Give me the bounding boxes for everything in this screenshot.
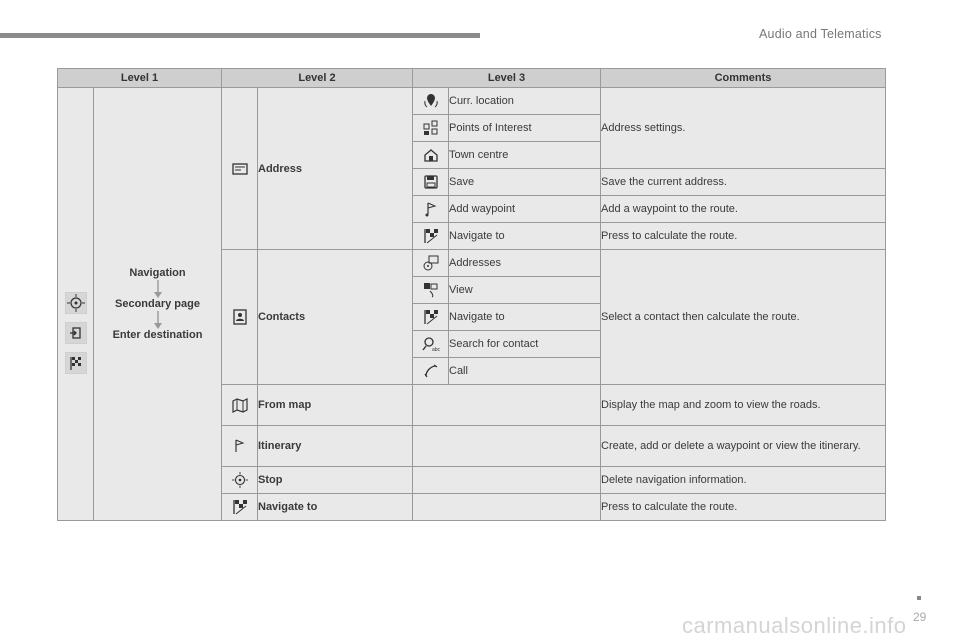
view-icon-cell [413,277,449,304]
keyboard-icon[interactable] [231,160,249,178]
contacts-navigate-to-item[interactable]: Navigate to [449,304,601,331]
flag-icon[interactable] [231,437,249,455]
flag-icon-cell [222,426,258,467]
arrow-down-icon [153,310,163,330]
section-title: Audio and Telematics [759,27,882,41]
login-icon[interactable] [65,322,87,344]
save-icon-cell [413,169,449,196]
from-map-comment: Display the map and zoom to view the roads. [601,385,886,426]
addresses-icon[interactable] [422,254,440,272]
empty-cell [413,467,601,494]
target-icon[interactable] [231,471,249,489]
header-comments: Comments [601,69,886,88]
target-icon[interactable] [65,292,87,314]
save-comment: Save the current address. [601,169,886,196]
header-level-1: Level 1 [58,69,222,88]
itinerary-label[interactable]: Itinerary [258,426,413,467]
empty-cell [413,385,601,426]
addresses-item[interactable]: Addresses [449,250,601,277]
address-label[interactable]: Address [258,88,413,250]
navigate-icon-cell [413,223,449,250]
header-level-3: Level 3 [413,69,601,88]
town-icon[interactable] [422,146,440,164]
itinerary-comment: Create, add or delete a waypoint or view the itinerary. [601,426,886,467]
add-waypoint-item[interactable]: Add waypoint [449,196,601,223]
map-icon[interactable] [231,396,249,414]
search-for-contact-item[interactable]: Search for contact [449,331,601,358]
view-item[interactable]: View [449,277,601,304]
level1-secondary-label: Secondary page [115,297,200,310]
navigate-to-item[interactable]: Navigate to [449,223,601,250]
add-waypoint-comment: Add a waypoint to the route. [601,196,886,223]
waypoint-icon-cell [413,196,449,223]
navigate-icon[interactable] [422,308,440,326]
address-settings-comment: Address settings. [601,88,886,169]
phone-icon[interactable] [422,362,440,380]
waypoint-icon[interactable] [422,200,440,218]
points-of-interest-item[interactable]: Points of Interest [449,115,601,142]
empty-cell [413,426,601,467]
header-row [58,69,886,88]
navigate-icon[interactable] [422,227,440,245]
page-number: 29 [913,610,927,624]
navigate-to-comment: Press to calculate the route. [601,223,886,250]
location-icon[interactable] [422,92,440,110]
top-rule [0,33,480,38]
phone-icon-cell [413,358,449,385]
search-contact-icon-cell [413,331,449,358]
map-icon-cell [222,385,258,426]
contacts-icon-cell [222,250,258,385]
save-icon[interactable] [422,173,440,191]
arrow-down-icon [153,279,163,299]
poi-icon[interactable] [422,119,440,137]
navigate-to-label[interactable]: Navigate to [258,494,413,521]
checkered-flag-icon[interactable] [65,352,87,374]
town-centre-item[interactable]: Town centre [449,142,601,169]
location-icon-cell [413,88,449,115]
level1-destination-label: Enter destination [112,328,203,341]
bullet-marker [917,596,921,600]
town-icon-cell [413,142,449,169]
contact-card-icon[interactable] [231,308,249,326]
svg-text:abc: abc [431,347,440,353]
navigation-menu-table [57,68,886,521]
empty-cell [413,494,601,521]
curr-location-item[interactable]: Curr. location [449,88,601,115]
contacts-label[interactable]: Contacts [258,250,413,385]
poi-icon-cell [413,115,449,142]
navigate-to-route-comment: Press to calculate the route. [601,494,886,521]
header-level-2: Level 2 [222,69,413,88]
from-map-label[interactable]: From map [258,385,413,426]
address-icon-cell [222,88,258,250]
navigate-icon[interactable] [231,498,249,516]
addresses-icon-cell [413,250,449,277]
view-icon[interactable] [422,281,440,299]
navigate-icon-cell [413,304,449,331]
save-item[interactable]: Save [449,169,601,196]
level1-navigation-label: Navigation [129,266,186,279]
call-item[interactable]: Call [449,358,601,385]
navigate-icon-cell [222,494,258,521]
contacts-comment: Select a contact then calculate the route. [601,250,886,385]
table-row [58,88,886,115]
stop-comment: Delete navigation information. [601,467,886,494]
stop-label[interactable]: Stop [258,467,413,494]
target-icon-cell [222,467,258,494]
watermark: carmanualsonline.info [682,613,907,638]
search-contact-icon[interactable] [422,335,440,353]
level1-icons-cell [58,88,94,521]
level1-labels-cell [94,88,222,521]
